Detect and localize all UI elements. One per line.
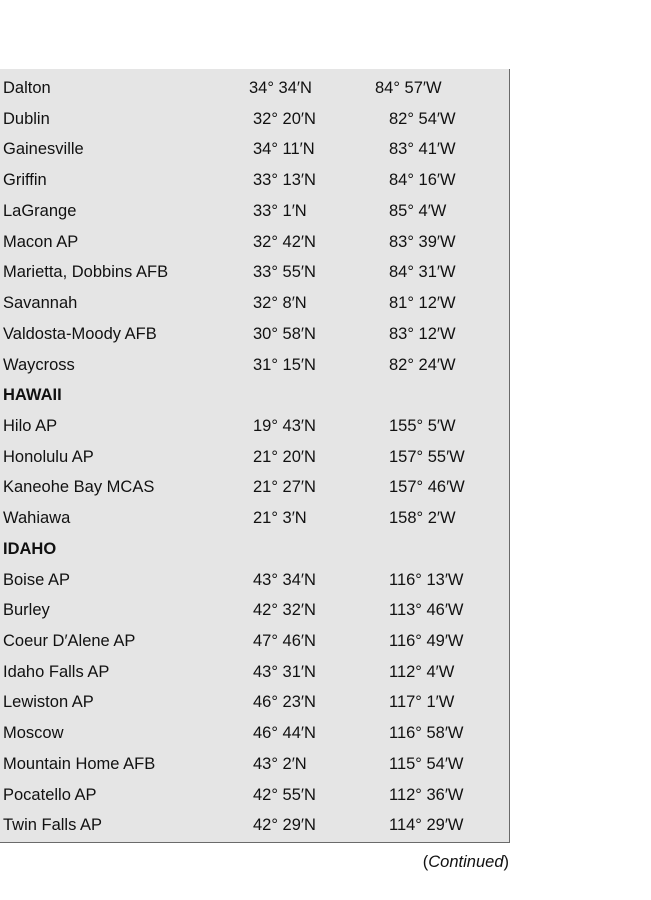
location-name: Kaneohe Bay MCAS xyxy=(3,478,155,497)
latitude-cell: 46° 44′N xyxy=(253,724,316,743)
latitude-cell: 43° 2′N xyxy=(253,754,307,773)
latitude-cell: 33° 55′N xyxy=(253,263,316,282)
location-name: Pocatello AP xyxy=(3,785,97,804)
latitude-cell: 47° 46′N xyxy=(253,632,316,650)
location-name: Idaho Falls AP xyxy=(3,662,110,681)
table-row xyxy=(0,168,509,192)
location-name: Honolulu AP xyxy=(3,447,94,466)
location-name: Twin Falls AP xyxy=(3,816,103,835)
state-header-row xyxy=(0,383,509,407)
latitude-cell: 21° 3′N xyxy=(253,509,307,528)
location-name: Gainesville xyxy=(3,140,84,159)
table-row xyxy=(0,76,509,100)
table-row xyxy=(0,260,509,284)
latitude-cell: 42° 55′N xyxy=(253,785,316,804)
latitude-cell: 46° 23′N xyxy=(253,693,316,712)
longitude-cell: 116° 13′W xyxy=(389,570,464,589)
table-row xyxy=(0,506,509,530)
longitude-cell: 83° 12′W xyxy=(389,324,456,343)
longitude-cell: 116° 49′W xyxy=(389,632,464,650)
continued-open-paren: ( xyxy=(422,853,429,871)
state-name: HAWAII xyxy=(3,386,62,405)
longitude-cell: 157° 55′W xyxy=(389,447,465,466)
latitude-cell: 33° 13′N xyxy=(253,171,316,190)
state-name: IDAHO xyxy=(3,539,57,558)
location-table xyxy=(0,69,510,843)
table-row xyxy=(0,199,509,223)
longitude-cell: 155° 5′W xyxy=(389,416,456,435)
location-name: Boise AP xyxy=(3,570,70,589)
table-row xyxy=(0,322,509,346)
longitude-cell: 82° 24′W xyxy=(389,355,456,374)
location-name: Hilo AP xyxy=(3,416,58,435)
location-name: Savannah xyxy=(3,294,78,312)
table-row xyxy=(0,230,509,254)
longitude-cell: 157° 46′W xyxy=(389,478,465,497)
location-name: Dalton xyxy=(3,79,51,97)
latitude-cell: 19° 43′N xyxy=(253,416,316,435)
longitude-cell: 84° 16′W xyxy=(389,171,456,190)
location-name: LaGrange xyxy=(3,201,77,220)
latitude-cell: 34° 11′N xyxy=(253,140,315,159)
longitude-cell: 83° 39′W xyxy=(389,232,456,251)
table-row xyxy=(0,107,509,131)
longitude-cell: 85° 4′W xyxy=(389,201,447,220)
latitude-cell: 32° 42′N xyxy=(253,232,316,251)
longitude-cell: 81° 12′W xyxy=(389,294,456,312)
continued-note xyxy=(423,851,509,873)
continued-label: Continued xyxy=(428,853,504,871)
table-row xyxy=(0,783,509,807)
table-row xyxy=(0,629,509,653)
latitude-cell: 21° 20′N xyxy=(253,447,316,466)
location-name: Moscow xyxy=(3,724,64,743)
longitude-cell: 116° 58′W xyxy=(389,724,464,743)
longitude-cell: 158° 2′W xyxy=(389,509,456,528)
location-name: Burley xyxy=(3,601,50,620)
latitude-cell: 32° 20′N xyxy=(253,109,316,128)
location-name: Valdosta-Moody AFB xyxy=(3,324,157,343)
latitude-cell: 32° 8′N xyxy=(253,294,307,312)
longitude-cell: 117° 1′W xyxy=(389,693,455,712)
longitude-cell: 83° 41′W xyxy=(389,140,456,159)
table-row xyxy=(0,414,509,438)
state-header-row xyxy=(0,537,509,561)
table-row xyxy=(0,690,509,714)
table-row xyxy=(0,752,509,776)
latitude-cell: 42° 29′N xyxy=(253,816,316,835)
continued-close-paren: ) xyxy=(503,853,509,871)
location-name: Waycross xyxy=(3,355,75,374)
location-name: Wahiawa xyxy=(3,509,71,528)
table-row xyxy=(0,475,509,499)
latitude-cell: 33° 1′N xyxy=(253,201,307,220)
longitude-cell: 115° 54′W xyxy=(389,754,464,773)
longitude-cell: 112° 4′W xyxy=(389,662,455,681)
table-row xyxy=(0,291,509,315)
table-row xyxy=(0,568,509,592)
latitude-cell: 43° 34′N xyxy=(253,570,316,589)
table-row xyxy=(0,445,509,469)
location-name: Griffin xyxy=(3,171,47,190)
latitude-cell: 42° 32′N xyxy=(253,601,316,620)
table-row xyxy=(0,137,509,161)
latitude-cell: 34° 34′N xyxy=(249,79,312,97)
table-row xyxy=(0,353,509,377)
location-name: Macon AP xyxy=(3,232,79,251)
longitude-cell: 84° 31′W xyxy=(389,263,456,282)
location-name: Marietta, Dobbins AFB xyxy=(3,263,169,282)
longitude-cell: 82° 54′W xyxy=(389,109,456,128)
longitude-cell: 84° 57′W xyxy=(375,79,442,97)
latitude-cell: 21° 27′N xyxy=(253,478,316,497)
location-name: Coeur D′Alene AP xyxy=(3,632,136,650)
location-name: Lewiston AP xyxy=(3,693,94,712)
longitude-cell: 113° 46′W xyxy=(389,601,464,620)
location-name: Dublin xyxy=(3,109,50,128)
latitude-cell: 30° 58′N xyxy=(253,324,316,343)
longitude-cell: 114° 29′W xyxy=(389,816,464,835)
table-row xyxy=(0,721,509,745)
table-row xyxy=(0,660,509,684)
table-row xyxy=(0,813,509,837)
table-row xyxy=(0,598,509,622)
latitude-cell: 31° 15′N xyxy=(253,355,316,374)
latitude-cell: 43° 31′N xyxy=(253,662,316,681)
location-name: Mountain Home AFB xyxy=(3,754,156,773)
longitude-cell: 112° 36′W xyxy=(389,785,464,804)
